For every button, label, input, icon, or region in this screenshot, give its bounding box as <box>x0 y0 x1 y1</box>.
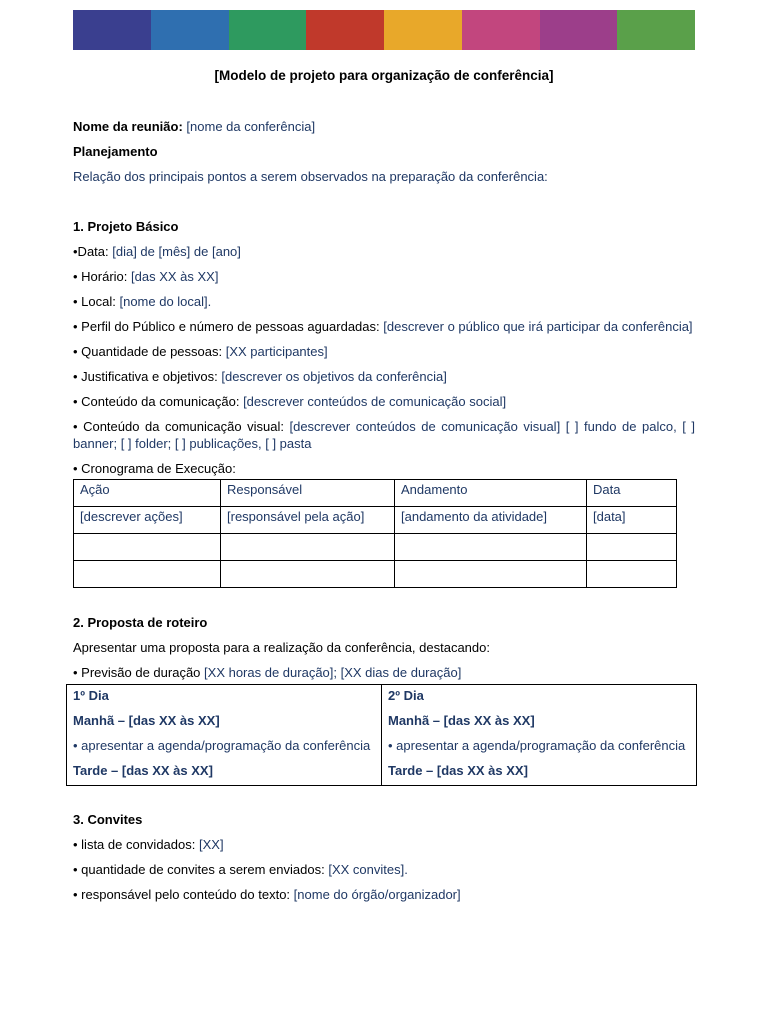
list-item <box>73 268 695 285</box>
item-label: • Local: <box>73 294 116 309</box>
item-label: • lista de convidados: <box>73 837 196 852</box>
table-row <box>74 507 677 534</box>
table-header-cell: Data <box>587 480 677 507</box>
schedule-label: • Cronograma de Execução: <box>73 461 236 476</box>
meeting-name-label: Nome da reunião: <box>73 119 183 134</box>
morning-line: Manhã – [das XX às XX] <box>73 713 220 728</box>
item-label: • Perfil do Público e número de pessoas aguardadas: <box>73 319 380 334</box>
planning-heading: Planejamento <box>73 144 158 159</box>
item-label: • quantidade de convites a serem enviados: <box>73 862 325 877</box>
banner-segment <box>617 10 695 50</box>
item-label: • Conteúdo da comunicação visual: <box>73 419 284 434</box>
banner-segment <box>462 10 540 50</box>
item-value: [XX convites]. <box>328 862 408 877</box>
morning-line: Manhã – [das XX às XX] <box>388 713 535 728</box>
duration-label: • Previsão de duração <box>73 665 201 680</box>
document-title: [Modelo de projeto para organização de conferência] <box>214 68 554 83</box>
itinerary-table <box>66 684 697 786</box>
item-value: [nome do local]. <box>119 294 212 309</box>
list-item <box>73 836 695 853</box>
item-label: • Quantidade de pessoas: <box>73 344 223 359</box>
table-header-cell: Responsável <box>221 480 395 507</box>
table-cell <box>74 534 221 561</box>
table-cell <box>221 561 395 588</box>
list-item <box>73 886 695 903</box>
day-cell <box>67 685 382 786</box>
header-banner-image <box>73 10 695 50</box>
list-item <box>73 318 695 335</box>
duration-value: [XX horas de duração]; [XX dias de duração] <box>204 665 462 680</box>
day-title: 2º Dia <box>388 688 424 703</box>
meeting-name-line <box>73 118 695 135</box>
day-cell <box>382 685 697 786</box>
list-item <box>73 861 695 878</box>
item-value: [descrever conteúdos de comunicação social] <box>243 394 507 409</box>
list-item <box>73 293 695 310</box>
document-body <box>73 118 695 903</box>
table-row <box>74 561 677 588</box>
item-label: • Justificativa e objetivos: <box>73 369 218 384</box>
section2-heading: 2. Proposta de roteiro <box>73 615 208 630</box>
section2-intro: Apresentar uma proposta para a realização da conferência, destacando: <box>73 640 490 655</box>
table-cell <box>587 561 677 588</box>
table-cell <box>395 561 587 588</box>
section3-heading: 3. Convites <box>73 812 143 827</box>
list-item <box>73 343 695 360</box>
section1-heading: 1. Projeto Básico <box>73 219 179 234</box>
table-cell: [responsável pela ação] <box>221 507 395 534</box>
item-value: [XX participantes] <box>225 344 328 359</box>
item-label: • Horário: <box>73 269 128 284</box>
table-cell: [descrever ações] <box>74 507 221 534</box>
item-value: [nome do órgão/organizador] <box>293 887 461 902</box>
table-header-row <box>74 480 677 507</box>
banner-segment <box>540 10 618 50</box>
planning-intro: Relação dos principais pontos a serem observados na preparação da conferência: <box>73 169 548 184</box>
banner-segment <box>73 10 151 50</box>
day-title: 1º Dia <box>73 688 109 703</box>
item-label: • responsável pelo conteúdo do texto: <box>73 887 291 902</box>
item-value: [dia] de [mês] de [ano] <box>112 244 241 259</box>
duration-line <box>73 664 695 681</box>
list-item <box>73 393 695 410</box>
table-cell <box>395 534 587 561</box>
table-cell <box>587 534 677 561</box>
item-label: • Conteúdo da comunicação: <box>73 394 240 409</box>
banner-segment <box>229 10 307 50</box>
afternoon-line: Tarde – [das XX às XX] <box>388 763 528 778</box>
table-cell: [data] <box>587 507 677 534</box>
item-value: [descrever conteúdos de comunicação visual] [ ] fundo de palco, [ ] banner; [ ] folder; [ ] publicações, [ ] pasta <box>73 419 695 451</box>
table-cell: [andamento da atividade] <box>395 507 587 534</box>
item-value: [descrever os objetivos da conferência] <box>221 369 447 384</box>
table-cell <box>221 534 395 561</box>
banner-segment <box>306 10 384 50</box>
list-item <box>73 243 695 260</box>
item-value: [descrever o público que irá participar da conferência] <box>383 319 693 334</box>
item-value: [das XX às XX] <box>131 269 219 284</box>
item-value: [XX] <box>198 837 224 852</box>
table-header-cell: Ação <box>74 480 221 507</box>
banner-segment <box>384 10 462 50</box>
table-row <box>74 534 677 561</box>
agenda-item: • apresentar a agenda/programação da conferência <box>73 738 371 753</box>
table-header-cell: Andamento <box>395 480 587 507</box>
meeting-name-value: [nome da conferência] <box>186 119 316 134</box>
schedule-table <box>73 479 677 588</box>
agenda-item: • apresentar a agenda/programação da conferência <box>388 738 686 753</box>
item-label: •Data: <box>73 244 109 259</box>
banner-segment <box>151 10 229 50</box>
list-item <box>73 368 695 385</box>
list-item <box>73 418 695 452</box>
table-cell <box>74 561 221 588</box>
table-row <box>67 685 697 786</box>
afternoon-line: Tarde – [das XX às XX] <box>73 763 213 778</box>
